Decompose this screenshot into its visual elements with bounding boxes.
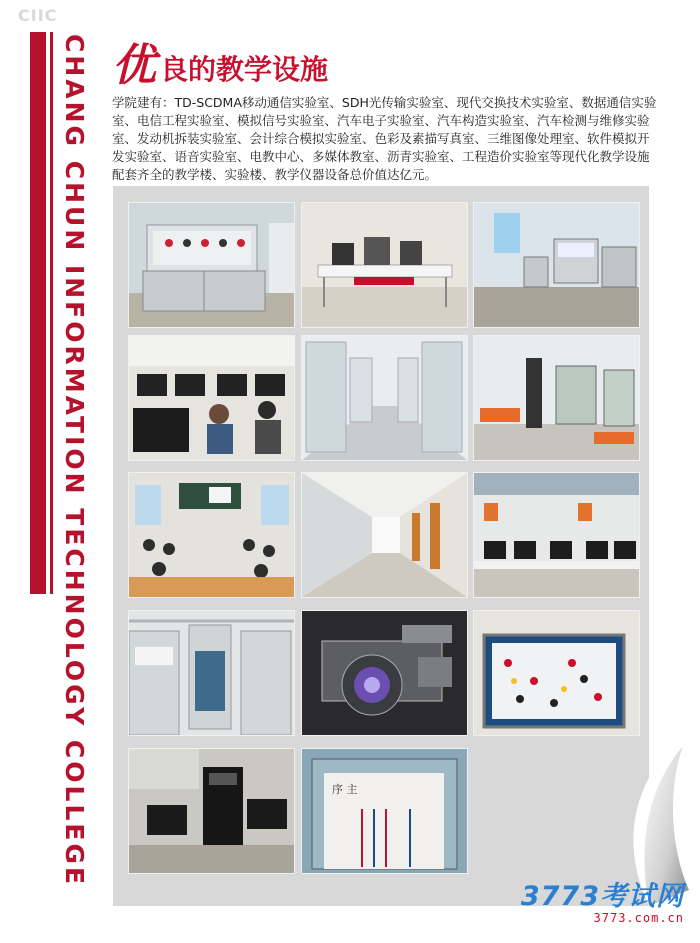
watermark-main: 3773考试网 xyxy=(520,881,684,912)
title-rest: 良的教学设施 xyxy=(160,53,329,86)
red-accent-line xyxy=(50,32,53,594)
photo-lab-console xyxy=(128,202,295,328)
photo-computer-classroom xyxy=(473,472,640,598)
college-logo: CIIC xyxy=(18,6,58,25)
photo-equipment-racks xyxy=(128,610,295,736)
intro-paragraph: 学院建有：TD-SCDMA移动通信实验室、SDH光传输实验室、现代交换技术实验室、数据通信实验室、电信工程实验室、模拟信号实验室、汽车电子实验室、汽车构造实验室、汽车检测与维修实验室、发动机拆装实验室、会计综合模拟实验室、色彩及素描写真室、三维图像处理室、软件模拟开发实验室、语音实验室、电教中心、多媒体教室、沥青实验室、工程造价实验室等现代化教学设施配套齐全的教学楼、实验楼、教学仪器设备总价值达亿元。 xyxy=(112,95,657,182)
photo-lab-room-benches xyxy=(473,202,640,328)
college-name-text: CHANG CHUN INFORMATION TECHNOLOGY COLLEGE xyxy=(60,34,89,888)
page-title xyxy=(112,40,329,91)
photo-distribution-cabinet xyxy=(301,748,468,874)
red-accent-bar xyxy=(30,32,46,594)
photo-lecture-classroom xyxy=(128,472,295,598)
photo-network-lab xyxy=(473,335,640,461)
photo-workstation-pc xyxy=(128,748,295,874)
photo-camcorder-render xyxy=(301,610,468,736)
photo-electronics-kit xyxy=(473,610,640,736)
college-name-vertical xyxy=(56,34,92,914)
photo-computer-lab-students xyxy=(128,335,295,461)
watermark-url: 3773.com.cn xyxy=(593,911,684,925)
title-first-char: 优 xyxy=(112,40,156,91)
watermark xyxy=(521,874,684,925)
photo-auto-training-bench xyxy=(301,202,468,328)
photo-hallway xyxy=(301,472,468,598)
cabinet-label: 序 主 xyxy=(332,783,358,796)
photo-server-corridor xyxy=(301,335,468,461)
